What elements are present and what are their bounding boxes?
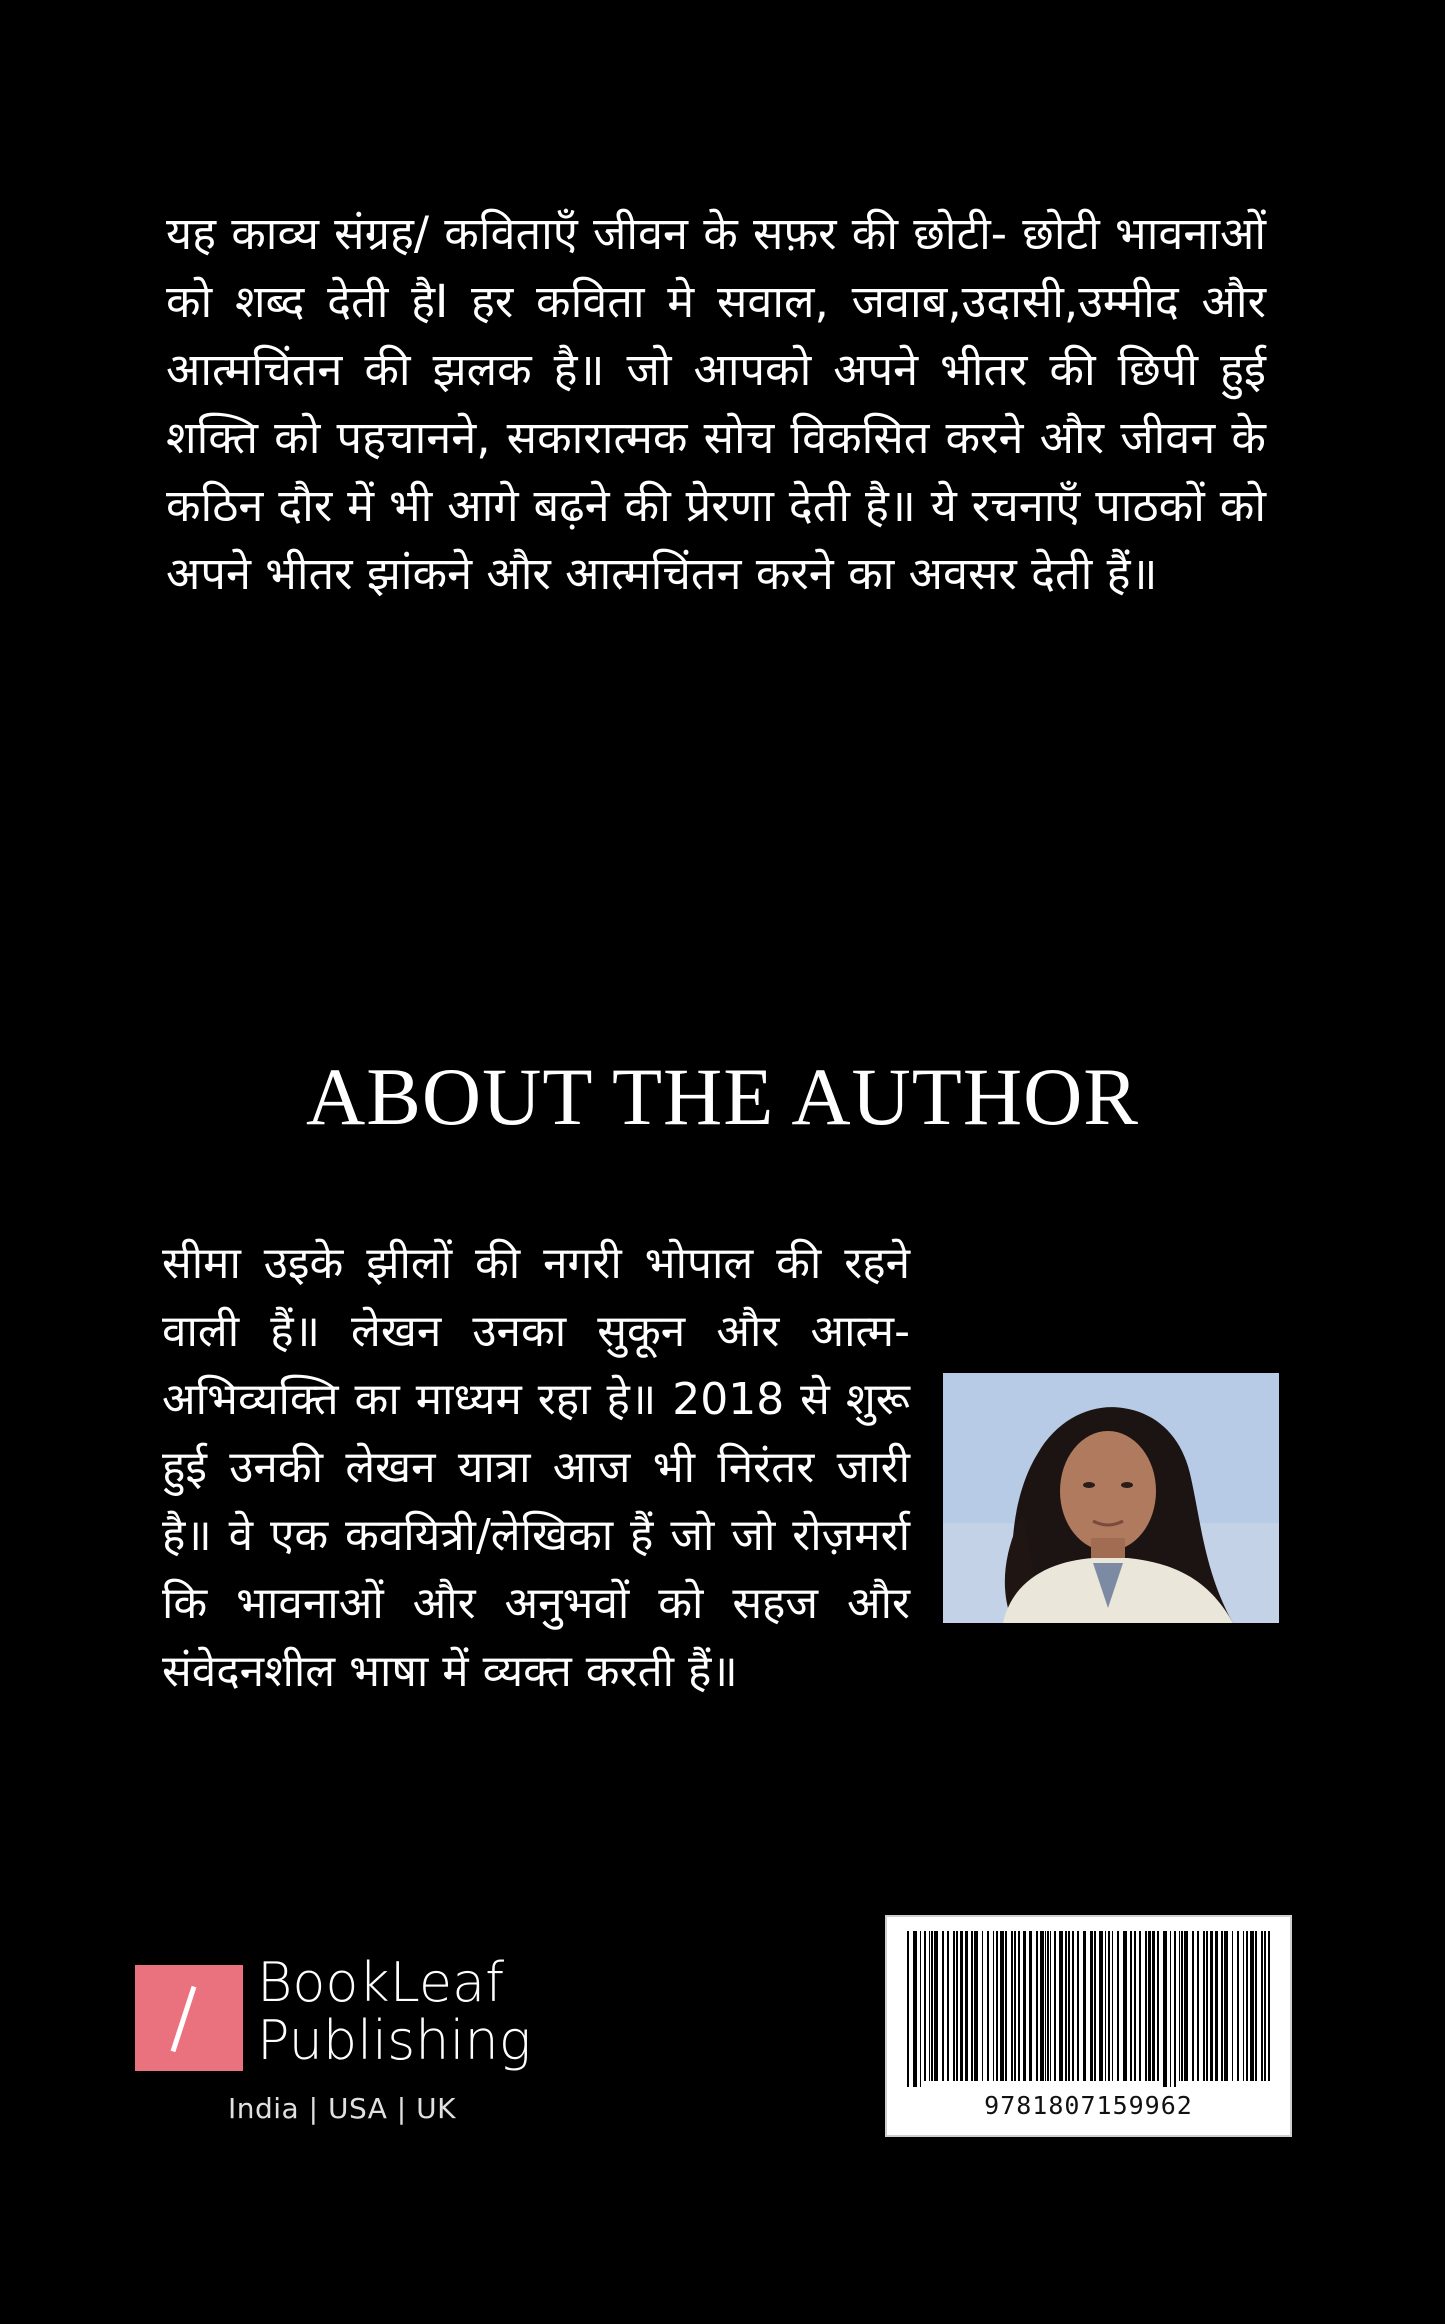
barcode-bar	[1261, 1931, 1263, 2081]
publisher-name-line2: Publishing	[257, 2009, 532, 2072]
back-cover-blurb: यह काव्य संग्रह/ कविताएँ जीवन के सफ़र की छोटी- छोटी भावनाओं को शब्द देती हैI हर कविता मे सवाल, जवाब,उदासी,उम्मीद और आत्मचिंतन की झलक है॥ जो आपको अपने भीतर की छिपी हुई शक्ति को पहचानने, सकारात्मक सोच विकसित करने और जीवन के कठिन दौर में भी आगे बढ़ने की प्रेरणा देती है॥ ये रचनाएँ पाठकों को अपने भीतर झांकने और आत्मचिंतन करने का अवसर देती हैं॥	[166, 207, 1266, 600]
barcode-bar	[982, 1931, 983, 2081]
barcode-bar	[1139, 1931, 1141, 2081]
barcode-bar	[1099, 1931, 1103, 2081]
barcode-bar	[1065, 1931, 1067, 2081]
barcode-bar	[913, 1931, 917, 2087]
barcode-bar	[1206, 1931, 1208, 2081]
barcode-bar	[1090, 1931, 1093, 2081]
barcode-bar	[1210, 1931, 1213, 2081]
barcode-bar	[1181, 1931, 1183, 2081]
publisher-name	[257, 1951, 532, 2072]
barcode-bar	[929, 1931, 930, 2081]
barcode-bar	[996, 1931, 998, 2081]
barcode-bar	[1105, 1931, 1106, 2081]
barcode-bar	[960, 1931, 963, 2081]
barcode-bar	[1047, 1931, 1049, 2081]
isbn-number: 9781807159962	[984, 2091, 1193, 2120]
barcode-bar	[1174, 1931, 1176, 2087]
barcode-bar	[1232, 1931, 1233, 2081]
barcode-bar	[1145, 1931, 1147, 2081]
barcode-bar	[1163, 1931, 1167, 2087]
barcode-bar	[1029, 1931, 1032, 2081]
barcode-bar	[934, 1931, 938, 2081]
barcode-bar	[1134, 1931, 1136, 2081]
barcode-bar	[1059, 1931, 1063, 2081]
barcode-bar	[1050, 1931, 1051, 2081]
barcode-bar	[1018, 1931, 1020, 2081]
barcode-bar	[1005, 1931, 1007, 2081]
barcode-bar	[924, 1931, 926, 2081]
barcode-bar	[1023, 1931, 1026, 2081]
barcode-bar	[1255, 1931, 1257, 2081]
barcode-bar	[1170, 1931, 1171, 2087]
barcode-bar	[1094, 1931, 1096, 2081]
barcode-bar	[1203, 1931, 1205, 2081]
barcode-bar	[1152, 1931, 1155, 2081]
barcode-bar	[1148, 1931, 1151, 2081]
barcode-bar	[1077, 1931, 1079, 2081]
barcode-bar	[1215, 1931, 1218, 2081]
barcode-bar	[974, 1931, 978, 2081]
barcode-bar	[1157, 1931, 1159, 2081]
barcode-bar	[942, 1931, 944, 2081]
barcode-bar	[1045, 1931, 1046, 2081]
barcode-bar	[1083, 1931, 1086, 2081]
barcode-bar	[1192, 1931, 1194, 2081]
barcode-bar	[1014, 1931, 1016, 2081]
publisher-name-line1: BookLeaf	[257, 1951, 505, 2014]
barcode-bar	[965, 1931, 968, 2081]
barcode-bar	[987, 1931, 989, 2081]
barcode-bar	[1264, 1931, 1266, 2081]
barcode-bar	[931, 1931, 933, 2081]
barcode-bar	[1246, 1931, 1248, 2081]
about-the-author-heading: ABOUT THE AUTHOR	[306, 1051, 1139, 1142]
barcode-bar	[1036, 1931, 1038, 2081]
publisher-regions: India | USA | UK	[228, 2092, 456, 2125]
barcode-bar	[1179, 1931, 1180, 2081]
barcode-bar	[1068, 1931, 1070, 2081]
barcode-bar	[1250, 1931, 1254, 2081]
slash-icon	[171, 1986, 197, 2052]
barcode-bar	[1040, 1931, 1044, 2081]
author-bio: सीमा उइके झीलों की नगरी भोपाल की रहने वाली हैं॥ लेखन उनका सुकून और आत्म- अभिव्यक्ति का माध्यम रहा हे॥ 2018 से शुरू हुई उनकी लेखन यात्रा आज भी निरंतर जारी है॥ वे एक कवयित्री/लेखिका हैं जो जो रोज़मर्रा कि भावनाओं और अनुभवों को सहज और संवेदनशील भाषा में व्यक्त करती हैं॥	[162, 1238, 910, 1697]
barcode-bar	[907, 1931, 909, 2087]
barcode-bar	[1268, 1931, 1270, 2081]
publisher-logo	[135, 1951, 555, 2140]
barcode-bar	[920, 1931, 921, 2087]
author-photo-image	[943, 1373, 1279, 1623]
barcode-bar	[953, 1931, 955, 2081]
isbn-barcode	[885, 1915, 1292, 2137]
barcode-bars	[887, 1917, 1290, 2087]
publisher-logo-mark	[135, 1965, 243, 2071]
barcode-bar	[947, 1931, 949, 2081]
author-photo	[943, 1373, 1279, 1623]
barcode-bar	[1108, 1931, 1110, 2081]
barcode-bar	[1197, 1931, 1199, 2081]
barcode-bar	[1123, 1931, 1127, 2081]
barcode-bar	[956, 1931, 958, 2081]
barcode-bar	[971, 1931, 973, 2081]
barcode-bar	[993, 1931, 994, 2081]
barcode-bar	[1072, 1931, 1074, 2081]
barcode-bar	[1054, 1931, 1056, 2081]
barcode-bar	[1011, 1931, 1013, 2081]
barcode-bar	[1117, 1931, 1119, 2081]
barcode-bar	[1130, 1931, 1132, 2081]
barcode-bar	[1243, 1931, 1244, 2081]
barcode-bar	[1112, 1931, 1113, 2081]
barcode-bar	[1237, 1931, 1239, 2081]
barcode-bar	[1000, 1931, 1004, 2081]
barcode-bar	[1221, 1931, 1223, 2081]
barcode-bar	[1184, 1931, 1188, 2081]
barcode-bar	[1224, 1931, 1228, 2081]
